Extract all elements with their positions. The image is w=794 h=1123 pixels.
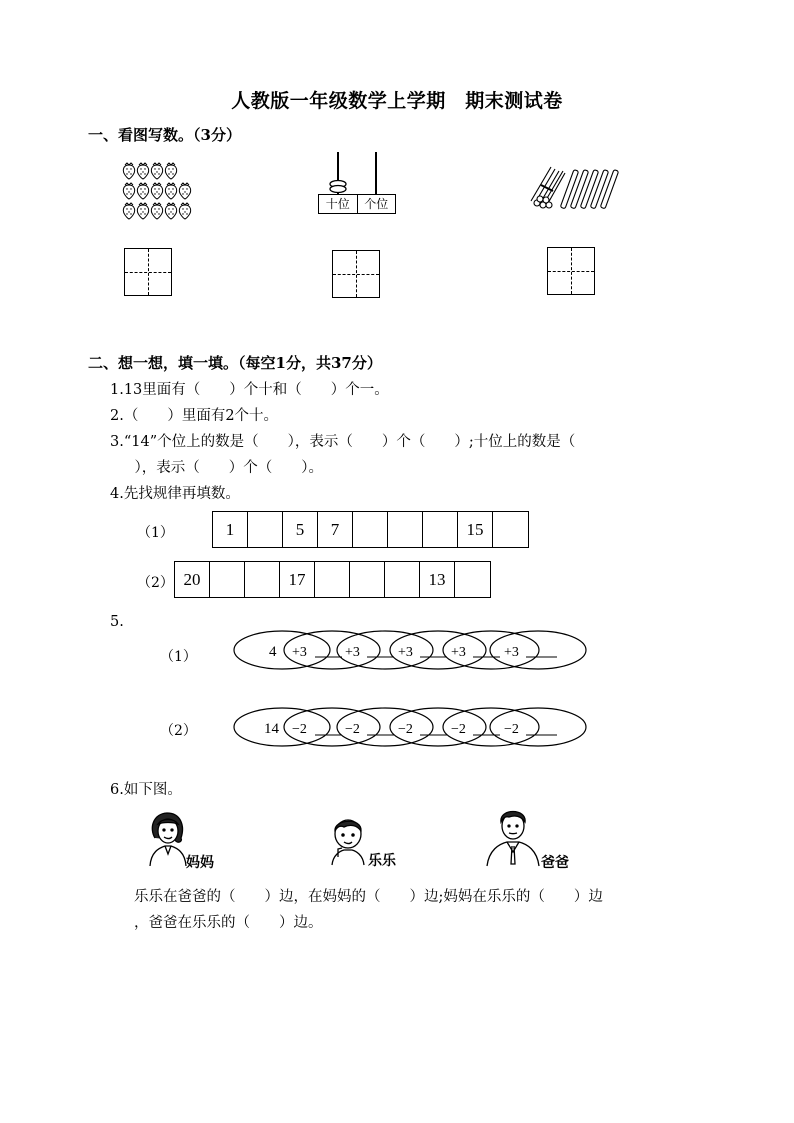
q4-row2-cell[interactable]: [315, 562, 350, 597]
q5-row2-chain: [232, 705, 588, 751]
q4-row2-cell[interactable]: [385, 562, 420, 597]
q4-row2-cell[interactable]: 20: [175, 562, 210, 597]
q5-row1-op: +3: [451, 645, 466, 660]
q4-row2-cell[interactable]: [210, 562, 245, 597]
strawberry-picture: [120, 160, 202, 222]
q4-row1-cell[interactable]: [248, 512, 283, 547]
sticks-picture: [527, 165, 627, 211]
q5-row2-op: −2: [292, 722, 307, 737]
q5-row1-op: +3: [345, 645, 360, 660]
person-label-mom: 妈妈: [186, 854, 214, 870]
q5-row2-start: 14: [264, 721, 279, 737]
q5-row1-op: +3: [398, 645, 413, 660]
question-5: 5.: [110, 614, 124, 630]
q5-row1-start: 4: [269, 644, 277, 660]
q5-row2-label: （2）: [160, 723, 197, 739]
q4-row1-label: （1）: [137, 525, 174, 541]
q4-row1-cell[interactable]: 15: [458, 512, 493, 547]
question-2: 2.（ ）里面有2个十。: [110, 408, 279, 424]
q4-row1-cell[interactable]: 5: [283, 512, 318, 547]
section1-heading: 一、看图写数。（3分）: [88, 126, 241, 144]
q5-row2-op: −2: [504, 722, 519, 737]
q4-row2-cell[interactable]: [350, 562, 385, 597]
q4-row1-cell[interactable]: [493, 512, 528, 547]
q4-row1-cell[interactable]: [423, 512, 458, 547]
abacus-ones-label: 个位: [364, 197, 389, 211]
answer-box-1[interactable]: [124, 248, 172, 296]
abacus-picture: [316, 150, 396, 214]
question-1: 1.13里面有（ ）个十和（ ）个一。: [110, 382, 389, 398]
question-3-line1: 3.“14”个位上的数是（ ），表示（ ）个（ ）;十位上的数是（: [110, 434, 576, 450]
answer-box-2[interactable]: [332, 250, 380, 298]
q4-row2-cell[interactable]: 13: [420, 562, 455, 597]
q4-row1-cell[interactable]: [388, 512, 423, 547]
q5-row1-op: +3: [292, 645, 307, 660]
question-6-line1: 乐乐在爸爸的（ ）边，在妈妈的（ ）边;妈妈在乐乐的（ ）边: [134, 889, 603, 905]
abacus-tens-label: 十位: [319, 195, 358, 213]
q5-row2-op: −2: [345, 722, 360, 737]
question-6-line2: ，爸爸在乐乐的（ ）边。: [134, 915, 323, 931]
q4-row1-cell[interactable]: 7: [318, 512, 353, 547]
q5-row1-chain: [232, 628, 588, 674]
person-label-dad: 爸爸: [541, 854, 569, 870]
question-4: 4.先找规律再填数。: [110, 486, 240, 502]
dad-icon: [485, 806, 541, 868]
q4-row1-cell[interactable]: [353, 512, 388, 547]
question-6: 6.如下图。: [110, 782, 182, 798]
question-3-line2: ），表示（ ）个（ ）。: [120, 460, 323, 476]
q5-row2-op: −2: [451, 722, 466, 737]
q4-row1-cell[interactable]: 1: [213, 512, 248, 547]
q4-row1-grid: [212, 511, 529, 548]
q5-row2-op: −2: [398, 722, 413, 737]
page-title: 人教版一年级数学上学期 期末测试卷: [231, 90, 563, 112]
answer-box-3[interactable]: [547, 247, 595, 295]
q4-row2-label: （2）: [137, 575, 174, 591]
person-label-lele: 乐乐: [368, 852, 396, 868]
mom-icon: [147, 810, 189, 868]
q4-row2-grid: [174, 561, 491, 598]
abacus-rods-icon: [316, 150, 396, 196]
q5-row1-op: +3: [504, 645, 519, 660]
abacus-base: [318, 194, 396, 214]
q4-row2-cell[interactable]: [455, 562, 490, 597]
lele-icon: [328, 815, 368, 867]
q4-row2-cell[interactable]: [245, 562, 280, 597]
section2-heading: 二、想一想，填一填。（每空1分，共37分）: [88, 354, 382, 372]
q5-row1-label: （1）: [160, 649, 197, 665]
q4-row2-cell[interactable]: 17: [280, 562, 315, 597]
